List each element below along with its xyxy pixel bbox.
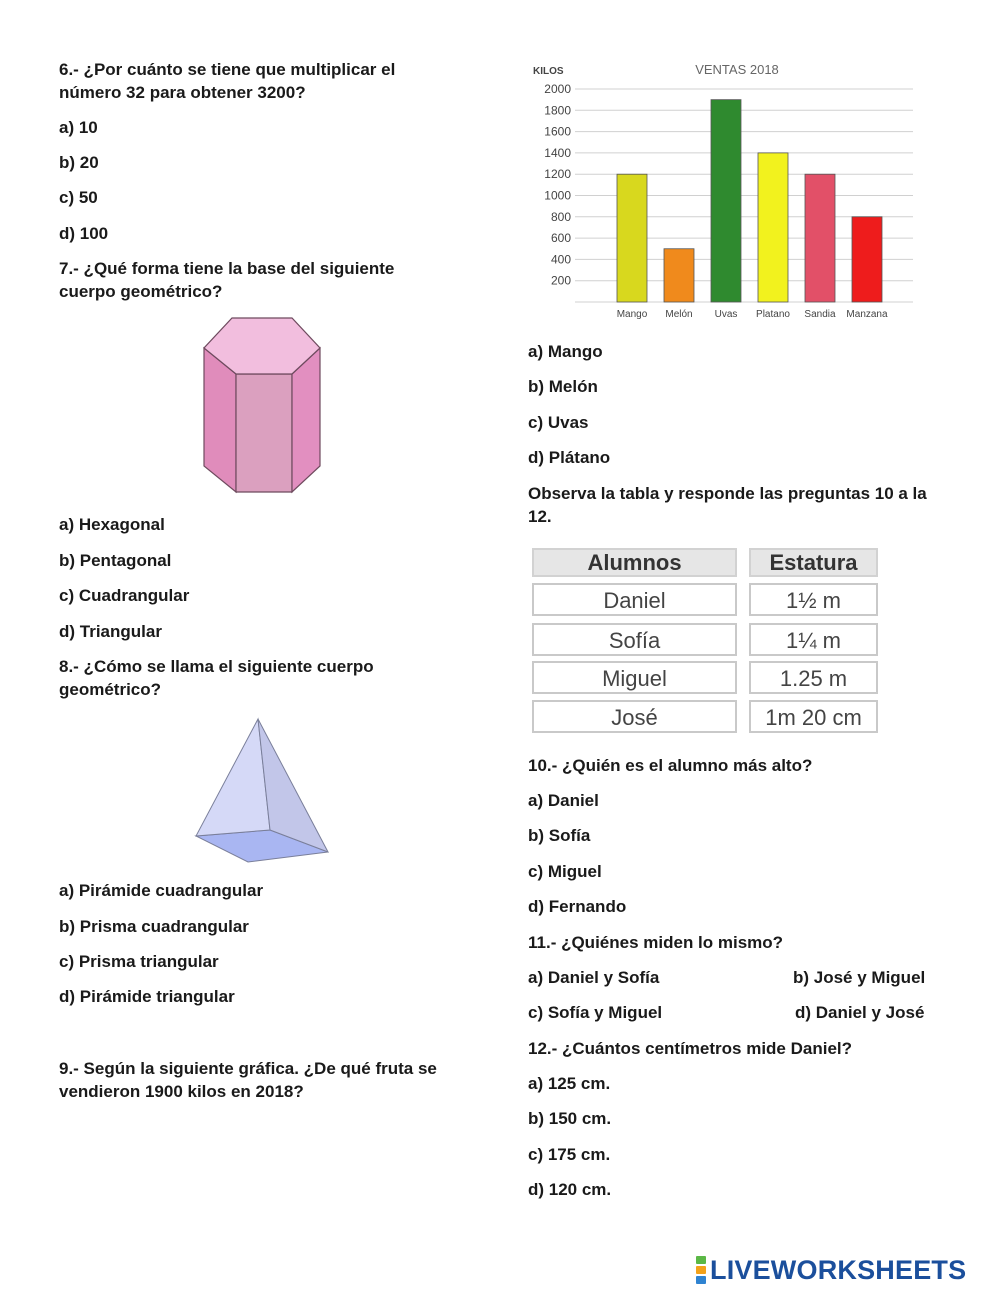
q11-option-a[interactable]: a) Daniel y Sofía (528, 968, 660, 987)
q6-option-c[interactable]: c) 50 (59, 188, 98, 207)
brand-name: LIVEWORKSHEETS (710, 1254, 967, 1285)
table-cell-name: Daniel (532, 583, 737, 616)
q6-option-a[interactable]: a) 10 (59, 118, 98, 137)
q8-option-d[interactable]: d) Pirámide triangular (59, 987, 235, 1006)
chart-ytick-label: 1800 (544, 103, 571, 118)
q9-option-b[interactable]: b) Melón (528, 377, 598, 396)
q6-option-b[interactable]: b) 20 (59, 153, 99, 172)
chart-ytick-label: 2000 (544, 82, 571, 96)
chart-xtick-label: Melón (665, 309, 693, 320)
table-cell-height: 1½ m (749, 583, 878, 616)
chart-bar-mango (617, 174, 647, 302)
table-cell-name: Miguel (532, 661, 737, 694)
question-8: 8.- ¿Cómo se llama el siguiente cuerpo geométrico? (59, 657, 374, 699)
q6-option-d[interactable]: d) 100 (59, 224, 109, 243)
q10-option-c[interactable]: c) Miguel (528, 862, 602, 881)
q8-option-b[interactable]: b) Prisma cuadrangular (59, 917, 249, 936)
q7-option-c[interactable]: c) Cuadrangular (59, 586, 190, 605)
q7-option-a[interactable]: a) Hexagonal (59, 515, 165, 534)
chart-ytick-label: 600 (550, 231, 571, 246)
q12-option-d[interactable]: d) 120 cm. (528, 1180, 612, 1199)
question-10: 10.- ¿Quién es el alumno más alto? (528, 756, 813, 775)
question-9: 9.- Según la siguiente gráfica. ¿De qué fruta se vendieron 1900 kilos en 2018? (59, 1059, 437, 1101)
chart-xtick-label: Manzana (846, 309, 888, 320)
table-cell-height: 1¼ m (749, 623, 878, 656)
q9-option-c[interactable]: c) Uvas (528, 413, 589, 432)
square-pyramid-figure (192, 716, 332, 864)
question-12: 12.- ¿Cuántos centímetros mide Daniel? (528, 1039, 853, 1058)
brand-mark-icon (696, 1255, 706, 1285)
table-header-alumnos: Alumnos (532, 548, 737, 577)
chart-ytick-label: 1400 (544, 145, 571, 160)
chart-ytick-label: 800 (550, 209, 571, 224)
chart-ytick-label: 400 (550, 252, 571, 267)
table-intro: Observa la tabla y responde las preguntas 10 a la 12. (528, 484, 927, 526)
question-6: 6.- ¿Por cuánto se tiene que multiplicar el número 32 para obtener 3200? (59, 60, 396, 102)
chart-xtick-label: Sandia (804, 309, 836, 320)
chart-ylabel: KILOS (533, 66, 564, 77)
q10-option-d[interactable]: d) Fernando (528, 897, 627, 916)
chart-title: VENTAS 2018 (695, 62, 779, 77)
chart-bar-platano (758, 153, 788, 302)
q8-option-a[interactable]: a) Pirámide cuadrangular (59, 881, 264, 900)
liveworksheets-logo[interactable] (696, 1254, 966, 1286)
chart-xtick-label: Mango (616, 309, 648, 320)
table-cell-height: 1.25 m (749, 661, 878, 694)
chart-ytick-label: 1600 (544, 124, 571, 139)
table-cell-name: Sofía (532, 623, 737, 656)
q9-option-d[interactable]: d) Plátano (528, 448, 611, 467)
hexagonal-prism-figure (200, 316, 324, 496)
chart-ytick-label: 1000 (544, 188, 571, 203)
q11-option-c[interactable]: c) Sofía y Miguel (528, 1003, 663, 1022)
pyramid-left-face (196, 719, 270, 836)
question-11: 11.- ¿Quiénes miden lo mismo? (528, 933, 784, 952)
table-cell-height: 1m 20 cm (749, 700, 878, 733)
q9-option-a[interactable]: a) Mango (528, 342, 603, 361)
q11-option-d[interactable]: d) Daniel y José (795, 1003, 925, 1022)
sales-bar-chart (525, 55, 925, 325)
chart-xtick-label: Uvas (714, 309, 738, 320)
q10-option-b[interactable]: b) Sofía (528, 826, 591, 845)
chart-ytick-label: 200 (550, 273, 571, 288)
q12-option-c[interactable]: c) 175 cm. (528, 1145, 611, 1164)
question-7: 7.- ¿Qué forma tiene la base del siguiente cuerpo geométrico? (59, 259, 395, 301)
prism-front-face (236, 374, 292, 492)
q10-option-a[interactable]: a) Daniel (528, 791, 599, 810)
q12-option-b[interactable]: b) 150 cm. (528, 1109, 612, 1128)
table-header-estatura: Estatura (749, 548, 878, 577)
chart-bar-sandia (805, 174, 835, 302)
q7-option-b[interactable]: b) Pentagonal (59, 551, 172, 570)
table-cell-name: José (532, 700, 737, 733)
chart-ytick-label: 1200 (544, 167, 571, 182)
q12-option-a[interactable]: a) 125 cm. (528, 1074, 611, 1093)
chart-bar-melón (664, 249, 694, 302)
q8-option-c[interactable]: c) Prisma triangular (59, 952, 219, 971)
chart-xtick-label: Platano (756, 309, 790, 320)
q7-option-d[interactable]: d) Triangular (59, 622, 162, 641)
q11-option-b[interactable]: b) José y Miguel (793, 968, 926, 987)
chart-bar-manzana (852, 217, 882, 302)
chart-bar-uvas (711, 100, 741, 302)
